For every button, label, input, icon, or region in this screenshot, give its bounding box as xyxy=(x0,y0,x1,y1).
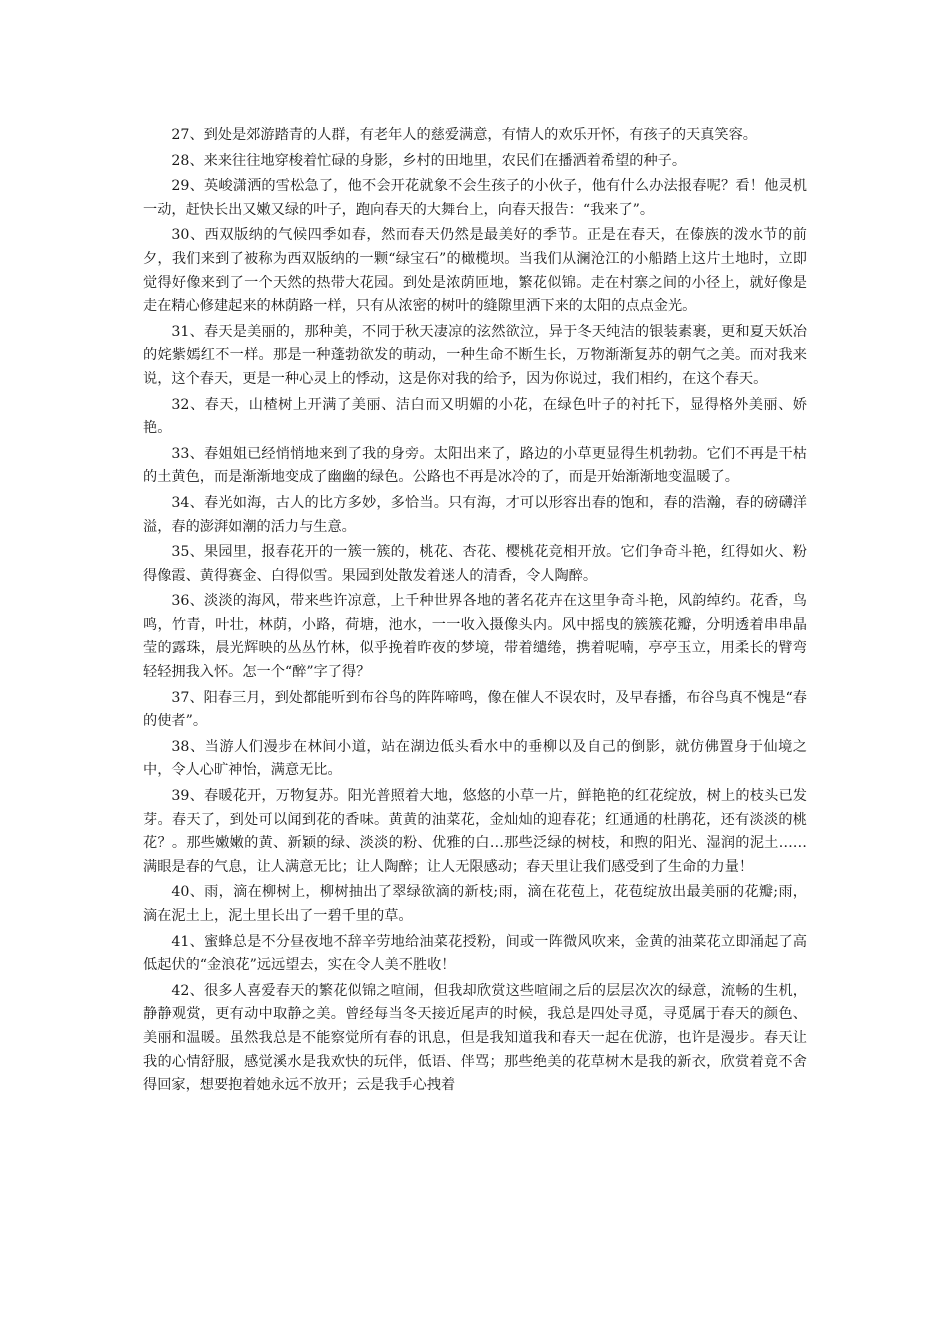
paragraph-30: 30、西双版纳的气候四季如春，然而春天仍然是最美好的季节。正是在春天，在傣族的泼水节的前夕，我们来到了被称为西双版纳的一颗“绿宝石”的橄榄坝。当我们从澜沧江的小船踏上这片土地时，立即觉得好像来到了一个天然的热带大花园。到处是浓荫匝地，繁花似锦。走在村寨之间的小径上，就好像是走在精心修建起来的林荫路一样，只有从浓密的树叶的缝隙里洒下来的太阳的点点金光。 xyxy=(143,227,807,315)
paragraph-36: 36、淡淡的海风，带来些许凉意，上千种世界各地的著名花卉在这里争奇斗艳，风韵绰约。花香，鸟鸣，竹青，叶壮，林荫，小路，荷塘，池水，一一收入摄像头内。风中摇曳的簇簇花瓣，分明透着串串晶莹的露珠，晨光辉映的丛丛竹林，似乎挽着昨夜的梦境，带着缱绻，携着呢喃，亭亭玉立，用柔长的臂弯轻轻拥我入怀。怎一个“醉”字了得？ xyxy=(143,593,807,681)
paragraph-39: 39、春暖花开，万物复苏。阳光普照着大地，悠悠的小草一片，鲜艳艳的红花绽放，树上的枝头已发芽。春天了，到处可以闻到花的香味。黄黄的油菜花，金灿灿的迎春花；红通通的杜鹃花，还有淡淡的桃花？。那些嫩嫩的黄、新颖的绿、淡淡的粉、优雅的白…那些泛绿的树枝，和煦的阳光、湿润的泥土……满眼是春的气息，让人满意无比；让人陶醉；让人无限感动；春天里让我们感受到了生命的力量！ xyxy=(143,788,807,875)
paragraph-41: 41、蜜蜂总是不分昼夜地不辞辛劳地给油菜花授粉，间或一阵微风吹来，金黄的油菜花立即涌起了高低起伏的“金浪花”远远望去，实在令人美不胜收！ xyxy=(143,933,807,974)
paragraph-40: 40、雨，滴在柳树上，柳树抽出了翠绿欲滴的新枝;雨，滴在花苞上，花苞绽放出最美丽的花瓣;雨，滴在泥土上，泥土里长出了一碧千里的草。 xyxy=(143,884,807,924)
paragraph-33: 33、春姐姐已经悄悄地来到了我的身旁。太阳出来了，路边的小草更显得生机勃勃。它们不再是干枯的土黄色，而是渐渐地变成了幽幽的绿色。公路也不再是冰冷的了，而是开始渐渐地变温暖了。 xyxy=(143,445,807,486)
paragraph-32: 32、春天，山楂树上开满了美丽、洁白而又明媚的小花，在绿色叶子的衬托下，显得格外美丽、娇艳。 xyxy=(143,396,807,437)
paragraph-37: 37、阳春三月，到处都能听到布谷鸟的阵阵啼鸣，像在催人不误农时，及早春播，布谷鸟真不愧是“春的使者”。 xyxy=(143,689,807,730)
paragraph-42: 42、很多人喜爱春天的繁花似锦之喧闹，但我却欣赏这些喧闹之后的层层次次的绿意，流畅的生机，静静观赏，更有动中取静之美。曾经每当冬天接近尾声的时候，我总是四处寻觅，寻觅属于春天的颜色、美丽和温暖。虽然我总是不能察觉所有春的讯息，但是我知道我和春天一起在优游，也许是漫步。春天让我的心情舒服，感觉溪水是我欢快的玩伴，低语、伴骂；那些绝美的花草树木是我的新衣，欣赏着竟不舍得回家，想要抱着她永远不放开；云是我手心拽着 xyxy=(143,982,807,1094)
document-body xyxy=(143,124,807,1098)
paragraph-35: 35、果园里，报春花开的一簇一簇的，桃花、杏花、樱桃花竞相开放。它们争奇斗艳，红得如火、粉得像霞、黄得赛金、白得似雪。果园到处散发着迷人的清香，令人陶醉。 xyxy=(143,544,807,584)
paragraph-38: 38、当游人们漫步在林间小道，站在湖边低头看水中的垂柳以及自己的倒影，就仿佛置身于仙境之中，令人心旷神怡，满意无比。 xyxy=(143,738,807,779)
paragraph-31: 31、春天是美丽的，那种美，不同于秋天凄凉的泫然欲泣，异于冬天纯洁的银装素裹，更和夏天妖冶的姹紫嫣红不一样。那是一种蓬勃欲发的萌动，一种生命不断生长，万物渐渐复苏的朝气之美。而对我来说，这个春天，更是一种心灵上的悸动，这是你对我的给予，因为你说过，我们相约，在这个春天。 xyxy=(143,323,807,387)
paragraph-34: 34、春光如海，古人的比方多妙，多恰当。只有海，才可以形容出春的饱和，春的浩瀚，春的磅礴洋溢，春的澎湃如潮的活力与生意。 xyxy=(143,494,807,535)
paragraph-27: 27、到处是郊游踏青的人群，有老年人的慈爱满意，有情人的欢乐开怀，有孩子的天真笑容。 xyxy=(171,127,757,143)
paragraph-28: 28、来来往往地穿梭着忙碌的身影，乡村的田地里，农民们在播洒着希望的种子。 xyxy=(171,152,687,169)
paragraph-29: 29、英峻潇洒的雪松急了，他不会开花就象不会生孩子的小伙子，他有什么办法报春呢？看！他灵机一动，赶快长出又嫩又绿的叶子，跑向春天的大舞台上，向春天报告：“我来了”。 xyxy=(143,178,807,218)
